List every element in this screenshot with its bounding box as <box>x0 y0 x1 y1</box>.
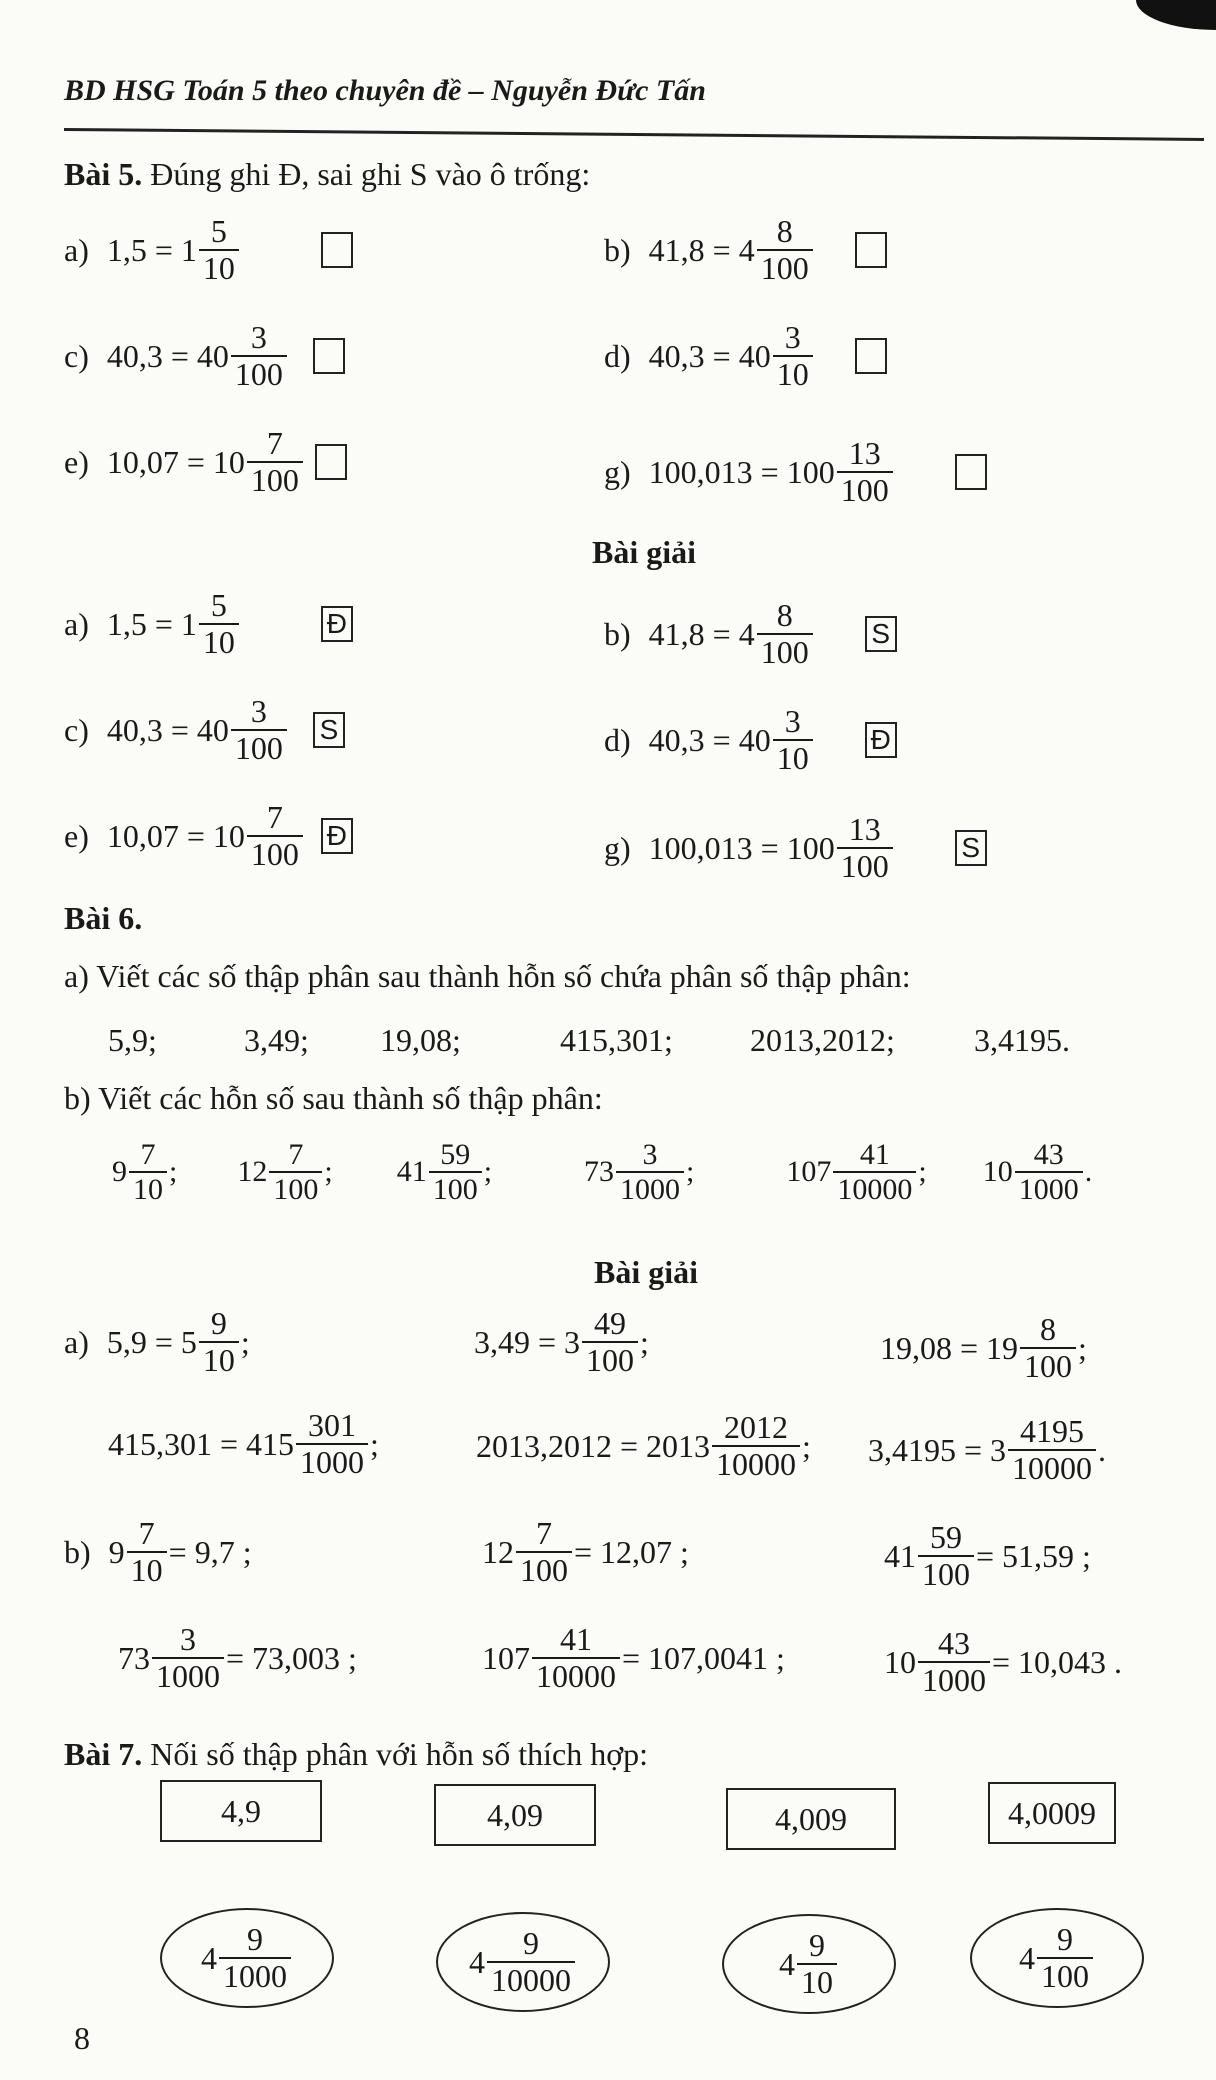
bai6-b-text: b) Viết các hỗn số sau thành số thập phân: <box>64 1080 603 1116</box>
answer-box: S <box>955 830 987 866</box>
bai6-solution-a-5: 2013,2012 = 2013 $\frac{2012}{10000}$ ; <box>476 1409 811 1483</box>
answer-box[interactable] <box>321 232 353 268</box>
bai6-b-mixed-row: 9 $\frac{7}{10}$ ; 12 $\frac{7}{100}$ ; 41 $\frac{59}{100}$ ; 73 $\frac{3}{1000}$ ; 107 $\frac{41}{10000}$ ; 10 $\frac{43}{1000}$ . <box>112 1138 1093 1206</box>
bai5-solution-a: a) 1,5 = 1 $\frac{5}{10}$ Đ <box>64 588 353 660</box>
decimal-box-3[interactable]: 4,009 <box>726 1788 896 1850</box>
answer-box: S <box>865 616 897 652</box>
answer-box[interactable] <box>315 444 347 480</box>
bai6-solution-b-4: 73 $\frac{3}{1000}$ = 73,003 ; <box>118 1621 357 1695</box>
bai5-solution-e: e) 10,07 = 10 $\frac{7}{100}$ Đ <box>64 800 353 872</box>
mixed-oval-1[interactable]: 4 $\frac{9}{1000}$ <box>160 1908 334 2008</box>
answer-box: S <box>313 712 345 748</box>
mixed-oval-2[interactable]: 4 $\frac{9}{10000}$ <box>436 1912 610 2012</box>
bai5-item-c: c) 40,3 = 40 $\frac{3}{100}$ <box>64 320 345 392</box>
bai5-solution-b: b) 41,8 = 4 $\frac{8}{100}$ S <box>604 598 897 670</box>
running-header: BD HSG Toán 5 theo chuyên đề – Nguyễn Đức Tấn <box>64 74 706 107</box>
answer-box[interactable] <box>855 338 887 374</box>
page-number: 8 <box>74 2020 90 2056</box>
answer-box: Đ <box>321 818 353 854</box>
answer-box: Đ <box>865 722 897 758</box>
bai5-solution-c: c) 40,3 = 40 $\frac{3}{100}$ S <box>64 694 345 766</box>
bai6-solution-a-2: 3,49 = 3 $\frac{49}{100}$ ; <box>474 1305 649 1379</box>
bai5-item-b: b) 41,8 = 4 $\frac{8}{100}$ <box>604 214 887 286</box>
bai6-solution-title: Bài giải <box>594 1254 699 1290</box>
bai6-a-text: a) Viết các số thập phân sau thành hỗn số chứa phân số thập phân: <box>64 958 911 994</box>
answer-box[interactable] <box>955 454 987 490</box>
bai5-solution-d: d) 40,3 = 40 $\frac{3}{10}$ Đ <box>604 704 897 776</box>
bai5-title: Bài 5. Đúng ghi Đ, sai ghi S vào ô trống: <box>64 156 591 192</box>
header-rule <box>64 128 1204 141</box>
bai6-title: Bài 6. <box>64 900 143 936</box>
answer-box[interactable] <box>855 232 887 268</box>
bai6-solution-a-4: 415,301 = 415 $\frac{301}{1000}$ ; <box>108 1407 379 1481</box>
mixed-oval-3[interactable]: 4 $\frac{9}{10}$ <box>722 1914 896 2014</box>
decimal-box-4[interactable]: 4,0009 <box>988 1782 1116 1844</box>
answer-box: Đ <box>321 606 353 642</box>
bai5-item-g: g) 100,013 = 100 $\frac{13}{100}$ <box>604 436 987 508</box>
bai6-solution-a-6: 3,4195 = 3 $\frac{4195}{10000}$ . <box>868 1413 1107 1487</box>
decimal-box-1[interactable]: 4,9 <box>160 1780 322 1842</box>
bai6-a-numbers: 5,9; 3,49; 19,08; 415,301; 2013,2012; 3,4195. <box>108 1022 1070 1058</box>
bai6-solution-b-3: 41 $\frac{59}{100}$ = 51,59 ; <box>884 1519 1091 1593</box>
bai6-solution-a-1: a) 5,9 = 5 $\frac{9}{10}$ ; <box>64 1305 250 1379</box>
bai6-solution-b-1: b) 9 $\frac{7}{10}$ = 9,7 ; <box>64 1515 252 1589</box>
bai5-solution-title: Bài giải <box>592 534 697 570</box>
page-corner-shadow <box>1136 0 1216 30</box>
bai6-solution-a-3: 19,08 = 19 $\frac{8}{100}$ ; <box>880 1311 1087 1385</box>
decimal-box-2[interactable]: 4,09 <box>434 1784 596 1846</box>
bai5-item-a: a) 1,5 = 1 $\frac{5}{10}$ <box>64 214 353 286</box>
bai5-solution-g: g) 100,013 = 100 $\frac{13}{100}$ S <box>604 812 987 884</box>
bai6-solution-b-5: 107 $\frac{41}{10000}$ = 107,0041 ; <box>482 1621 785 1695</box>
bai5-item-e: e) 10,07 = 10 $\frac{7}{100}$ <box>64 426 347 498</box>
mixed-oval-4[interactable]: 4 $\frac{9}{100}$ <box>970 1908 1144 2008</box>
bai5-item-d: d) 40,3 = 40 $\frac{3}{10}$ <box>604 320 887 392</box>
bai7-title: Bài 7. Nối số thập phân với hỗn số thích hợp: <box>64 1736 649 1772</box>
bai6-solution-b-2: 12 $\frac{7}{100}$ = 12,07 ; <box>482 1515 689 1589</box>
answer-box[interactable] <box>313 338 345 374</box>
bai6-solution-b-6: 10 $\frac{43}{1000}$ = 10,043 . <box>884 1625 1123 1699</box>
